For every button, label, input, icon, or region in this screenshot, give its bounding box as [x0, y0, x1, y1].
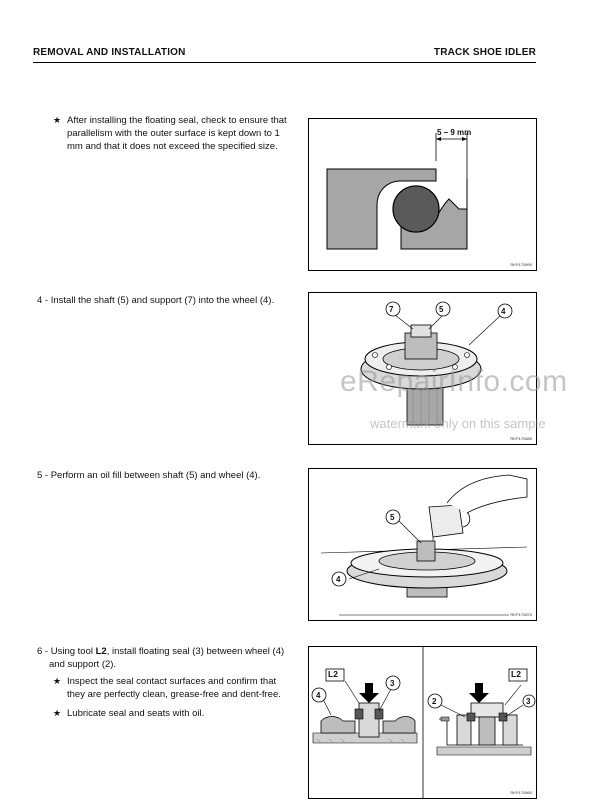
lubricate-seal-text: Lubricate seal and seats with oil.	[67, 708, 205, 719]
callout-l2-left: L2	[328, 669, 338, 679]
subject-title: TRACK SHOE IDLER	[433, 47, 536, 58]
section-title: REMOVAL AND INSTALLATION	[33, 47, 186, 58]
note-floating-seal-line-3: mm and that it does not exceed the specified size.	[67, 141, 278, 152]
step-5-text: 5 - Perform an oil fill between shaft (5) and wheel (4).	[37, 470, 261, 481]
callout-3-right: 3	[526, 697, 531, 706]
step-4-text: 4 - Install the shaft (5) and support (7) into the wheel (4).	[37, 295, 275, 306]
page-header	[33, 47, 536, 61]
callout-4: 4	[501, 307, 506, 316]
callout-7: 7	[389, 305, 394, 314]
inspect-seal-line-1: Inspect the seal contact surfaces and confirm that	[67, 676, 277, 687]
step-6-line-1: 6 - Using tool L2, install floating seal (3) between wheel (4)	[37, 646, 285, 657]
callout-4: 4	[336, 575, 341, 584]
tool-l2: L2	[95, 646, 107, 657]
note-floating-seal-line-1: After installing the floating seal, check to ensure that	[67, 115, 287, 126]
header-divider	[33, 62, 536, 63]
figure-code: RKP170880	[510, 436, 532, 441]
watermark-sub: watermark only on this sample	[370, 416, 546, 431]
inspect-seal-line-2: they are perfectly clean, grease-free and dent-free.	[67, 689, 281, 700]
figure-code: RKP170890	[510, 262, 532, 267]
figure-seal-parallelism	[308, 118, 537, 271]
figure-code: RKP170870	[510, 612, 532, 617]
star-bullet: ★	[53, 115, 62, 125]
note-floating-seal-line-2: parallelism with the outer surface is kept down to 1	[67, 128, 280, 139]
callout-l2-right: L2	[511, 669, 521, 679]
callout-3-left: 3	[390, 679, 395, 688]
callout-5: 5	[390, 513, 395, 522]
callout-5: 5	[439, 305, 444, 314]
dimension-label: 5 – 9 mm	[437, 128, 472, 137]
step-6-line-2: and support (2).	[49, 659, 117, 670]
star-bullet: ★	[53, 708, 62, 718]
watermark-main: eRepairInfo.com	[340, 365, 568, 398]
figure-code: RKP170860	[510, 790, 532, 795]
figure-oil-fill	[308, 468, 537, 621]
callout-2-right: 2	[432, 697, 437, 706]
figure-floating-seal-install	[308, 646, 537, 799]
callout-4-left: 4	[316, 691, 321, 700]
star-bullet: ★	[53, 676, 62, 686]
figure-shaft-support-install	[308, 292, 537, 445]
